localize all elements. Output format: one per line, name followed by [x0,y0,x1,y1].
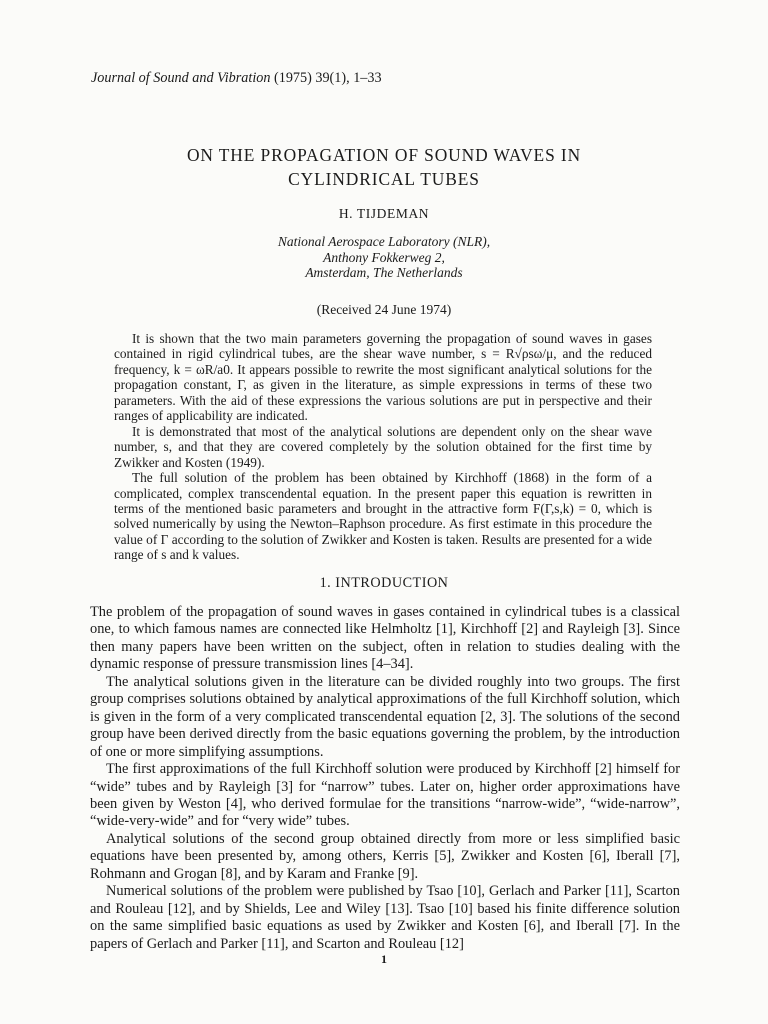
affiliation-line-2: Anthony Fokkerweg 2, [323,249,445,265]
page-number: 1 [381,952,387,966]
body-paragraph-1: The problem of the propagation of sound waves in gases contained in cylindrical tubes is a classical one, to which famous names are connected like Helmholtz [1], Kirchhoff [2] and Rayleigh [3]. Since then many papers have been written on the subject, often in relation to studies dealing with the dynamic response of pressure transmission lines [4–34]. [90,604,680,673]
received-date: (Received 24 June 1974) [316,302,452,317]
body-paragraph-2: The analytical solutions given in the literature can be divided roughly into two groups. The first group comprises solutions obtained by analytical approximations of the full Kirchhoff solution, which is given in the form of a very complicated transcendental equation [2, 3]. The solutions of the second group have been derived directly from the basic equations governing the problem, by the introduction of one or more simplifying assumptions. [90,673,680,760]
abstract-paragraph-1: It is shown that the two main parameters governing the propagation of sound waves in gases contained in rigid cylindrical tubes, are the shear wave number, s = R√ρsω/μ, and the reduced frequency, k = ωR/a0. It appears possible to rewrite the most significant analytical solutions for the propagation constant, Γ, as given in the literature, as simple expressions in terms of these two parameters. With the aid of these expressions the various solutions are put in perspective and their ranges of applicability are indicated. [114,331,652,424]
abstract-paragraph-2: It is demonstrated that most of the analytical solutions are dependent only on the shear wave number, s, and that they are covered completely by the solution obtained for the first time by Zwikker and Kosten (1949). [114,423,652,470]
journal-citation [91,69,382,87]
section-heading: 1. INTRODUCTION [319,575,449,591]
author-affiliation [0,234,768,281]
body-paragraph-3: The first approximations of the full Kirchhoff solution were produced by Kirchhoff [2] himself for “wide” tubes and by Rayleigh [3] for “narrow” tubes. Later on, higher order approximations have been given by Weston [4], who derived formulae for the transitions “narrow-wide”, “wide-narrow”, “wide-very-wide” and for “very wide” tubes. [90,761,680,830]
affiliation-line-3: Amsterdam, The Netherlands [305,265,463,281]
body-paragraph-5: Numerical solutions of the problem were published by Tsao [10], Gerlach and Parker [11], Scarton and Rouleau [12], and by Shields, Lee and Wiley [13]. Tsao [10] based his finite difference solution on the same simplified basic equations as used by Zwikker and Kosten [6], and Iberall [7]. In the papers of Gerlach and Parker [11], and Scarton and Rouleau [12] [90,883,680,952]
title-line-1: ON THE PROPAGATION OF SOUND WAVES IN [186,145,582,165]
title-line-2: CYLINDRICAL TUBES [288,169,480,189]
body-text [90,604,680,953]
author-name: H. TIJDEMAN [338,206,430,221]
body-paragraph-4: Analytical solutions of the second group obtained directly from more or less simplified basic equations have been presented by, among others, Kerris [5], Zwikker and Kosten [6], Iberall [7], Rohmann and Grogan [8], and by Karam and Franke [9]. [90,830,680,882]
paper-title [0,143,768,191]
journal-name: Journal of Sound and Vibration [91,70,271,86]
abstract [114,331,652,563]
citation-details: (1975) 39(1), 1–33 [274,70,382,86]
abstract-paragraph-3: The full solution of the problem has been obtained by Kirchhoff (1868) in the form of a complicated, complex transcendental equation. In the present paper this equation is rewritten in terms of the mentioned basic parameters and brought in the attractive form F(Γ,s,k) = 0, which is solved numerically by using the Newton–Raphson procedure. As first estimate in this procedure the value of Γ according to the solution of Zwikker and Kosten is taken. Results are presented for a wide range of s and k values. [114,470,652,563]
affiliation-line-1: National Aerospace Laboratory (NLR), [277,234,491,249]
